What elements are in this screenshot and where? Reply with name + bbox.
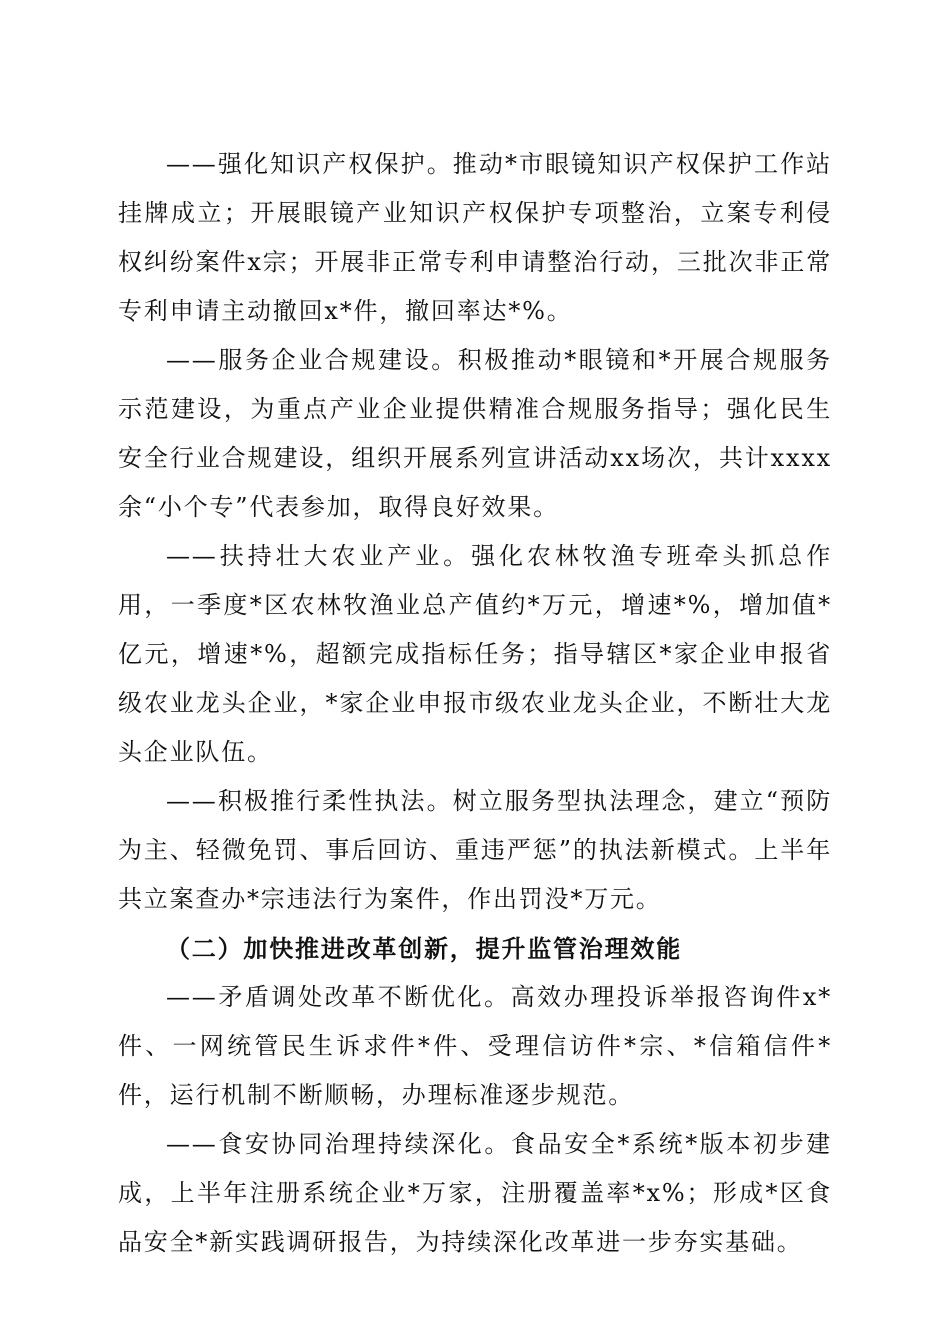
paragraph-food-safety: ——食安协同治理持续深化。食品安全*系统*版本初步建成，上半年注册系统企业*万家，注册覆盖率*x%；形成*区食品安全*新实践调研报告，为持续深化改革进一步夯实基础。 [118, 1130, 832, 1256]
paragraph-agriculture: ——扶持壮大农业产业。强化农林牧渔专班牵头抓总作用，一季度*区农林牧渔业总产值约*万元，增速*%，增加值*亿元，增速*%，超额完成指标任务；指导辖区*家企业申报省级农业龙头企业，*家企业申报市级农业龙头企业，不断壮大龙头企业队伍。 [118, 542, 832, 766]
document-body [118, 140, 832, 1267]
section-heading: （二）加快推进改革创新，提升监管治理效能 [166, 934, 682, 963]
paragraph-flexible-enforcement: ——积极推行柔性执法。树立服务型执法理念，建立“预防为主、轻微免罚、事后回访、重违严惩”的执法新模式。上半年共立案查办*宗违法行为案件，作出罚没*万元。 [118, 787, 832, 913]
paragraph-compliance: ——服务企业合规建设。积极推动*眼镜和*开展合规服务示范建设，为重点产业企业提供精准合规服务指导；强化民生安全行业合规建设，组织开展系列宣讲活动xx场次，共计xxxx余“小个专”代表参加，取得良好效果。 [118, 346, 832, 521]
paragraph-ip-protection: ——强化知识产权保护。推动*市眼镜知识产权保护工作站挂牌成立；开展眼镜产业知识产权保护专项整治，立案专利侵权纠纷案件x宗；开展非正常专利申请整治行动，三批次非正常专利申请主动撤回x*件，撤回率达*%。 [118, 150, 832, 325]
paragraph-dispute-reform: ——矛盾调处改革不断优化。高效办理投诉举报咨询件x*件、一网统管民生诉求件*件、受理信访件*宗、*信箱信件*件，运行机制不断顺畅，办理标准逐步规范。 [118, 983, 832, 1109]
